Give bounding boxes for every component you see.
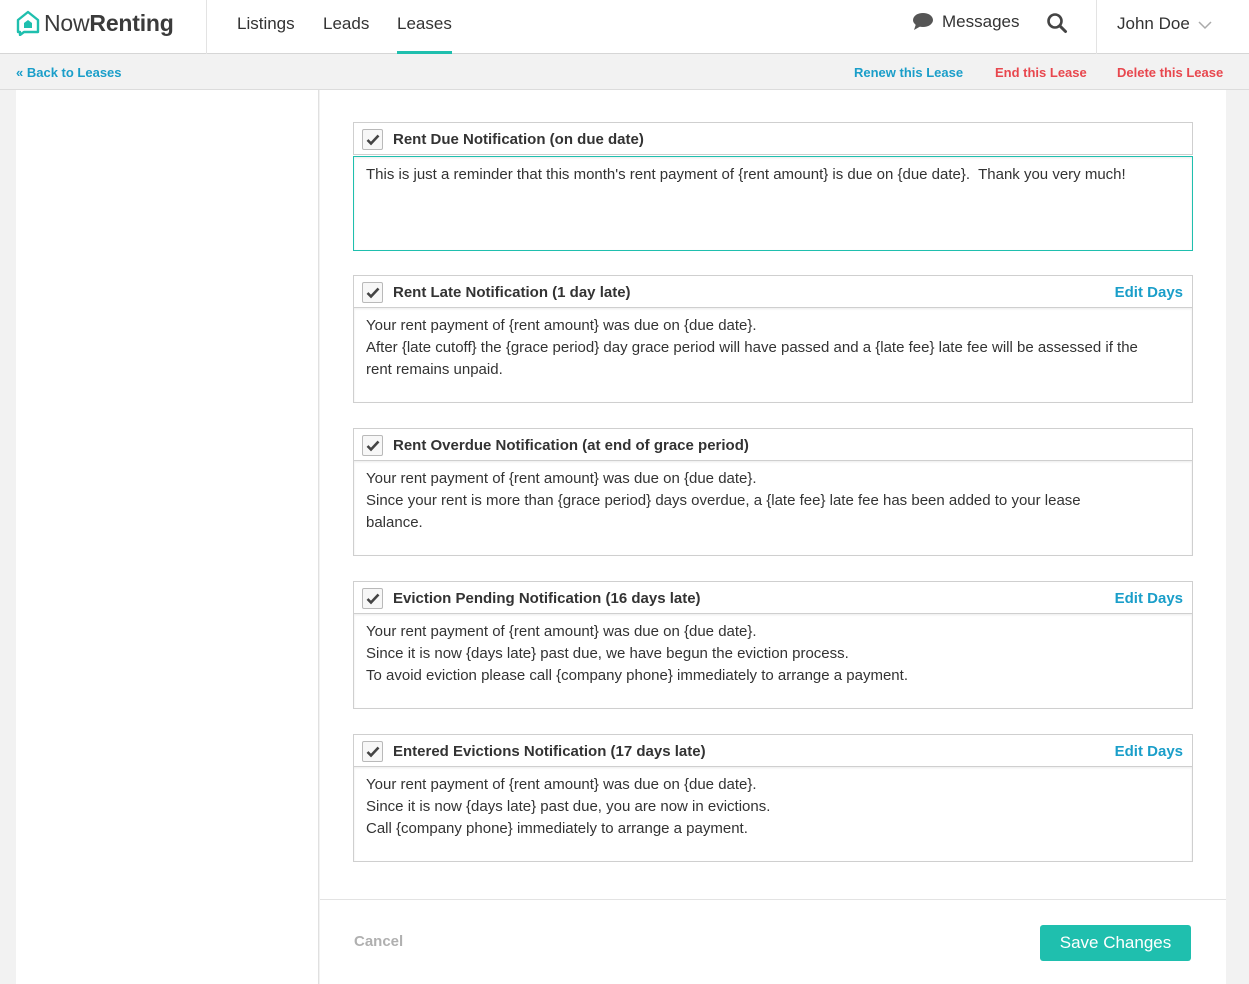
- notification-checkbox[interactable]: [362, 588, 383, 609]
- logo-text-light: Now: [44, 9, 90, 36]
- delete-lease-link[interactable]: Delete this Lease: [1117, 65, 1224, 80]
- house-chat-logo-icon: [16, 10, 40, 36]
- notification-checkbox[interactable]: [362, 282, 383, 303]
- message-line: Your rent payment of {rent amount} was due on {due date}.: [366, 623, 757, 640]
- notification-eviction-pending: [353, 581, 1193, 709]
- notification-title: Eviction Pending Notification (16 days late): [393, 590, 701, 607]
- checkmark-icon: [366, 134, 380, 146]
- lease-action-bar: [0, 54, 1249, 90]
- search-button[interactable]: [1046, 12, 1068, 39]
- notification-message-textarea[interactable]: [353, 461, 1193, 556]
- nav-listings[interactable]: Listings: [237, 14, 295, 33]
- notification-rent-late: [353, 275, 1193, 403]
- nav-leads[interactable]: Leads: [323, 14, 370, 33]
- edit-days-link[interactable]: Edit Days: [1114, 743, 1183, 760]
- logo[interactable]: [16, 9, 174, 37]
- notification-title: Rent Overdue Notification (at end of grace period): [393, 437, 749, 454]
- notification-title: Rent Late Notification (1 day late): [393, 284, 631, 301]
- message-line: Your rent payment of {rent amount} was due on {due date}.: [366, 317, 757, 334]
- message-line: This is just a reminder that this month's rent payment of {rent amount} is due on {due date}. Thank you very much!: [366, 166, 1126, 183]
- notification-header: [353, 275, 1193, 308]
- left-sidebar-panel: [16, 90, 319, 984]
- chat-bubble-icon: [912, 12, 934, 32]
- chevron-down-icon: [1198, 21, 1212, 30]
- nav-leases[interactable]: Leases: [397, 14, 452, 54]
- notification-header: [353, 428, 1193, 461]
- edit-days-link[interactable]: Edit Days: [1114, 284, 1183, 301]
- user-menu[interactable]: [1117, 14, 1212, 34]
- message-line: Since your rent is more than {grace period} days overdue, a {late fee} late fee has been added to your lease: [366, 492, 1081, 509]
- message-line: Your rent payment of {rent amount} was due on {due date}.: [366, 470, 757, 487]
- notification-header: [353, 122, 1193, 155]
- notification-header: [353, 734, 1193, 767]
- user-name: John Doe: [1117, 14, 1190, 33]
- cancel-button[interactable]: Cancel: [354, 933, 404, 950]
- checkmark-icon: [366, 287, 380, 299]
- message-line: Call {company phone} immediately to arrange a payment.: [366, 820, 748, 837]
- notification-title: Rent Due Notification (on due date): [393, 131, 644, 148]
- notification-title: Entered Evictions Notification (17 days late): [393, 743, 706, 760]
- nav-divider: [206, 0, 207, 54]
- search-icon: [1046, 12, 1068, 34]
- notification-checkbox[interactable]: [362, 741, 383, 762]
- top-navigation-bar: [0, 0, 1249, 54]
- save-changes-button[interactable]: Save Changes: [1040, 925, 1191, 961]
- end-lease-link[interactable]: End this Lease: [995, 65, 1087, 80]
- message-line: Since it is now {days late} past due, we have begun the eviction process.: [366, 645, 849, 662]
- message-line: Since it is now {days late} past due, you are now in evictions.: [366, 798, 771, 815]
- message-line: rent remains unpaid.: [366, 361, 503, 378]
- checkmark-icon: [366, 746, 380, 758]
- messages-label: Messages: [942, 12, 1020, 31]
- notification-header: [353, 581, 1193, 614]
- notification-message-textarea[interactable]: [353, 156, 1193, 251]
- edit-days-link[interactable]: Edit Days: [1114, 590, 1183, 607]
- checkmark-icon: [366, 440, 380, 452]
- notification-message-textarea[interactable]: [353, 308, 1193, 403]
- checkmark-icon: [366, 593, 380, 605]
- logo-text: [44, 10, 174, 37]
- notification-message-textarea[interactable]: [353, 767, 1193, 862]
- notification-entered-evictions: [353, 734, 1193, 862]
- notification-rent-due: [353, 122, 1193, 251]
- renew-lease-link[interactable]: Renew this Lease: [854, 65, 964, 80]
- message-line: Your rent payment of {rent amount} was due on {due date}.: [366, 776, 757, 793]
- back-to-leases-link[interactable]: « Back to Leases: [16, 65, 122, 80]
- notification-checkbox[interactable]: [362, 435, 383, 456]
- message-line: To avoid eviction please call {company phone} immediately to arrange a payment.: [366, 667, 908, 684]
- footer-divider: [320, 899, 1226, 900]
- notification-message-textarea[interactable]: [353, 614, 1193, 709]
- nav-divider-user: [1096, 0, 1097, 54]
- logo-text-bold: Renting: [89, 9, 174, 36]
- message-line: After {late cutoff} the {grace period} day grace period will have passed and a {late fee} late fee will be assessed if the: [366, 339, 1138, 356]
- notification-rent-overdue: [353, 428, 1193, 556]
- notification-checkbox[interactable]: [362, 129, 383, 150]
- messages-link[interactable]: [912, 12, 1019, 32]
- message-line: balance.: [366, 514, 423, 531]
